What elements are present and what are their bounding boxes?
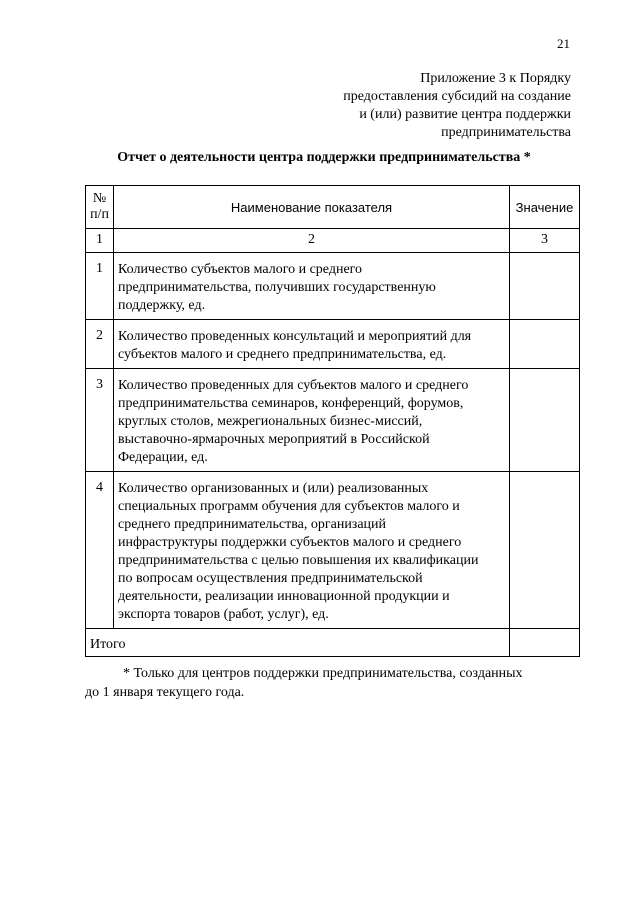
table-row [86,253,580,320]
row-value-cell[interactable] [510,320,580,369]
appendix-line: предпринимательства [441,125,571,140]
report-table [85,185,580,657]
indicator-line: выставочно-ярмарочных мероприятий в Российской [118,432,430,447]
indicator-line: Количество проведенных консультаций и мероприятий для [118,329,472,344]
footnote-line: * Только для центров поддержки предпринимательства, созданных [123,666,523,681]
index-cell: 2 [114,229,510,253]
indicator-line: предпринимательства, получивших государственную [118,280,436,295]
indicator-line: специальных программ обучения для субъектов малого и [118,499,460,514]
row-number: 4 [86,472,114,629]
indicator-line: поддержку, ед. [118,298,206,313]
indicator-line: среднего предпринимательства, организаций [118,517,387,532]
row-number: 2 [86,320,114,369]
indicator-line: Количество организованных и (или) реализованных [118,481,429,496]
indicator-line: субъектов малого и среднего предпринимательства, ед. [118,347,447,362]
index-cell: 3 [510,229,580,253]
footnote [85,664,565,702]
row-value-cell[interactable] [510,253,580,320]
indicator-line: Федерации, ед. [118,450,208,465]
page-number: 21 [557,36,570,51]
document-title: Отчет о деятельности центра поддержки предпринимательства * [117,150,531,165]
indicator-line: деятельности, реализации инновационной продукции и [118,589,450,604]
row-number: 3 [86,369,114,472]
row-indicator-name [114,472,510,629]
header-number-pp: п/п [90,207,109,222]
row-number: 1 [86,253,114,320]
row-indicator-name [114,369,510,472]
indicator-line: экспорта товаров (работ, услуг), ед. [118,607,329,622]
appendix-line: и (или) развитие центра поддержки [359,107,571,122]
indicator-line: по вопросам осуществления предпринимательской [118,571,423,586]
header-number-sign: № [92,191,107,206]
row-indicator-name [114,320,510,369]
indicator-line: предпринимательства с целью повышения их квалификации [118,553,479,568]
table-row [86,320,580,369]
header-value: Значение [510,186,580,229]
total-label: Итого [86,629,510,657]
row-indicator-name [114,253,510,320]
header-number [86,186,114,229]
table-row [86,472,580,629]
indicator-line: инфраструктуры поддержки субъектов малого и среднего [118,535,462,550]
indicator-line: круглых столов, межрегиональных бизнес-миссий, [118,414,423,429]
table-index-row [86,229,580,253]
row-value-cell[interactable] [510,472,580,629]
total-value-cell[interactable] [510,629,580,657]
footnote-line: до 1 января текущего года. [85,685,245,700]
indicator-line: предпринимательства семинаров, конференций, форумов, [118,396,464,411]
appendix-line: Приложение 3 к Порядку [420,71,571,86]
header-indicator-name: Наименование показателя [114,186,510,229]
indicator-line: Количество субъектов малого и среднего [118,262,363,277]
table-header-row [86,186,580,229]
table-total-row [86,629,580,657]
index-cell: 1 [86,229,114,253]
appendix-line: предоставления субсидий на создание [343,89,571,104]
appendix-reference [251,70,571,142]
row-value-cell[interactable] [510,369,580,472]
table-row [86,369,580,472]
indicator-line: Количество проведенных для субъектов малого и среднего [118,378,469,393]
